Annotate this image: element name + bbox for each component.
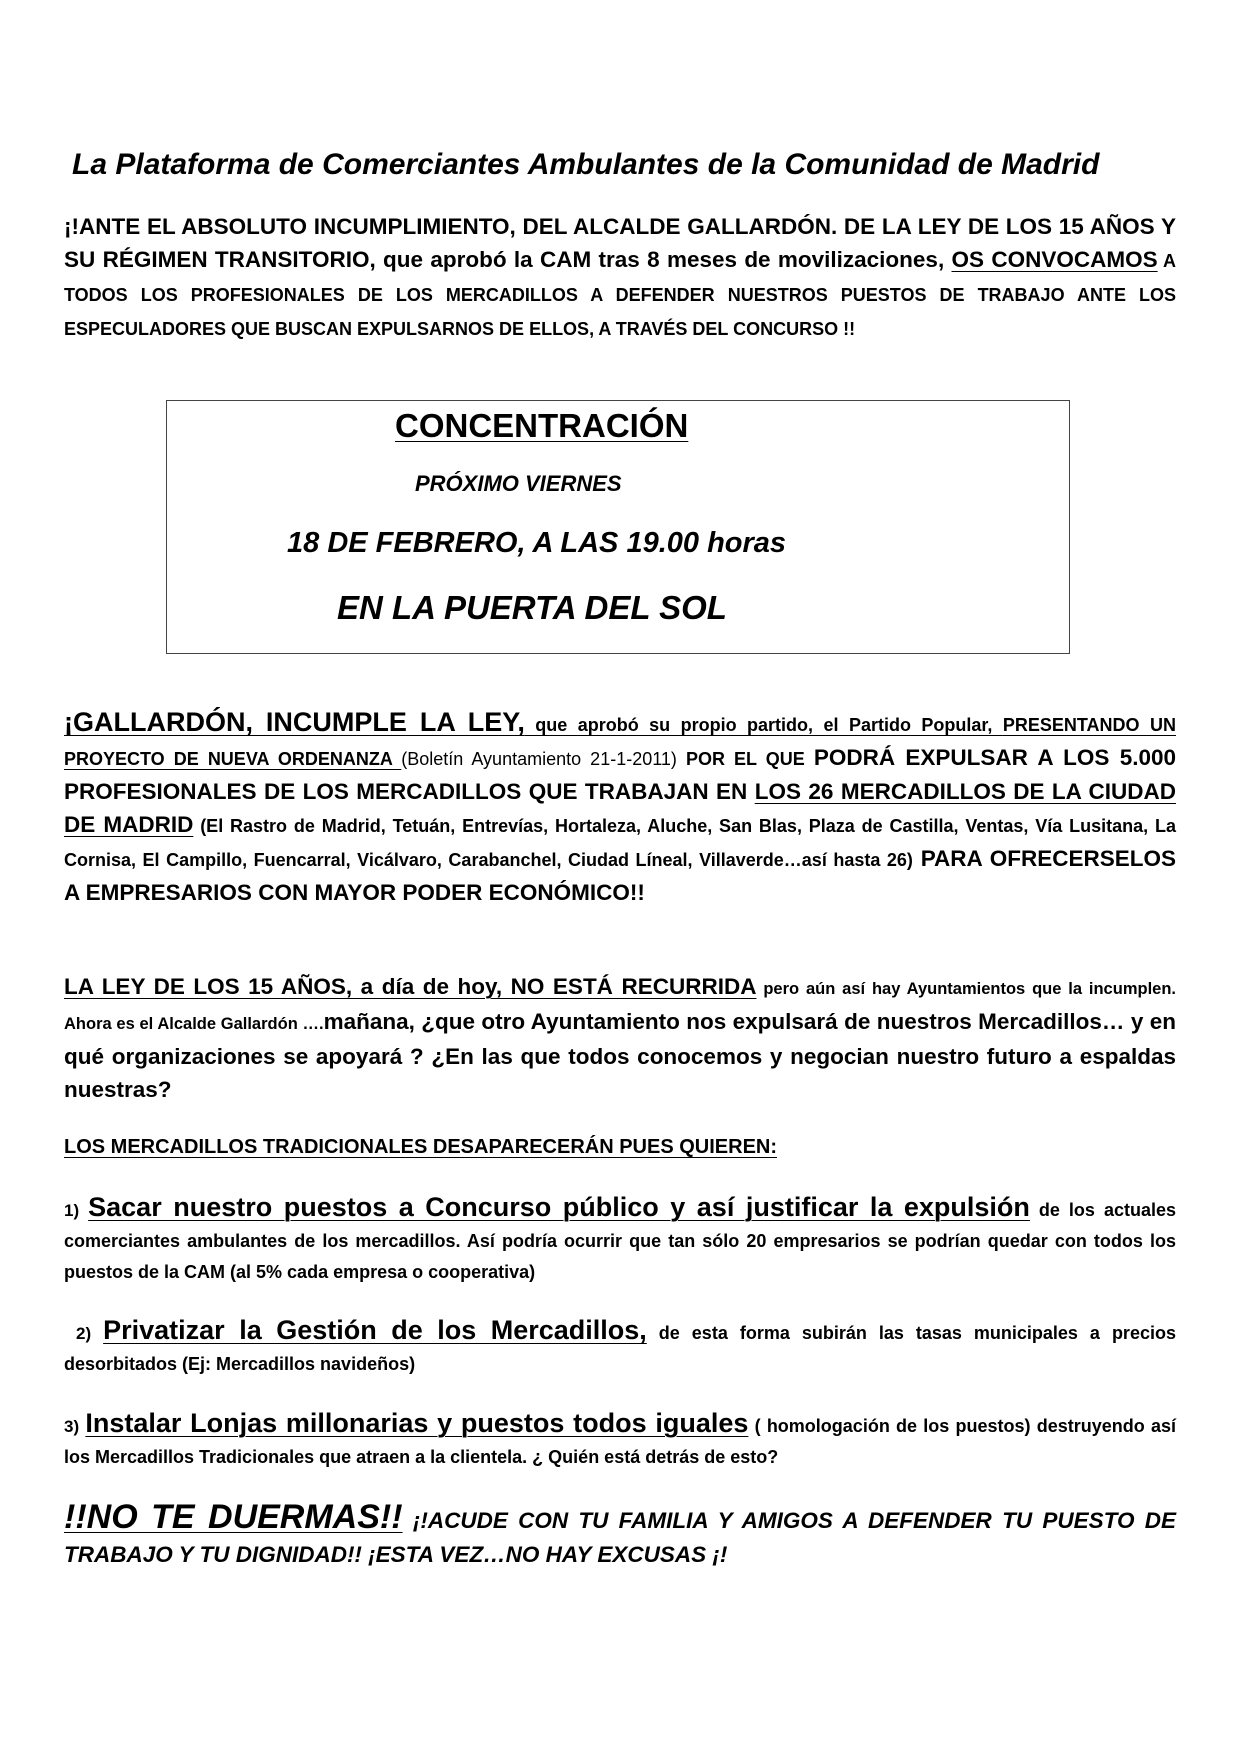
point-1-title: Sacar nuestro puestos a Concurso público y así justificar la expulsión — [88, 1192, 1030, 1222]
event-day: PRÓXIMO VIERNES — [415, 471, 622, 496]
event-title: CONCENTRACIÓN — [395, 407, 689, 444]
gallardon-headline: ¡GALLARDÓN, INCUMPLE LA LEY, — [64, 707, 525, 737]
point-2 — [64, 1315, 1176, 1380]
point-3-title: Instalar Lonjas millonarias y puestos todos iguales — [85, 1408, 749, 1438]
intro-headline: ¡!ANTE EL ABSOLUTO INCUMPLIMIENTO, DEL ALCALDE GALLARDÓN. DE LA LEY DE LOS 15 AÑOS Y SU RÉGIMEN TRANSITORIO, — [64, 214, 1176, 272]
ley-big-text: mañana, ¿que otro Ayuntamiento nos expulsará de nuestros Mercadillos… y en qué organizaciones se apoyará ? ¿En las que todos conocemos y negocian nuestro futuro a espaldas nuestras? — [64, 1009, 1176, 1102]
event-place: EN LA PUERTA DEL SOL — [337, 589, 727, 626]
boletin-reference: (Boletín Ayuntamiento 21-1-2011) — [401, 749, 677, 769]
convocamos-text: OS CONVOCAMOS — [951, 247, 1158, 272]
gallardon-proyecto-text: PRESENTANDO UN PROYECTO DE NUEVA ORDENANZA — [64, 715, 1176, 769]
point-1-number: 1) — [64, 1201, 80, 1220]
gallardon-paragraph — [64, 706, 1176, 909]
mercadillos-heading: LOS MERCADILLOS TRADICIONALES DESAPARECERÁN PUES QUIEREN: — [64, 1136, 778, 1158]
ley-small-text: pero aún así hay Ayuntamientos que la incumplen. Ahora es el Alcalde Gallardón …. — [64, 980, 1176, 1033]
point-2-text: de esta forma subirán las tasas municipales a precios desorbitados (Ej: Mercadillos navideños) — [64, 1323, 1176, 1374]
intro-cam-text: que aprobó la CAM tras 8 meses de movilizaciones, — [375, 247, 952, 272]
point-3 — [64, 1408, 1176, 1473]
gallardon-expulsar-text: PODRÁ EXPULSAR A LOS 5.000 PROFESIONALES DE LOS MERCADILLOS QUE TRABAJAN EN — [64, 745, 1176, 804]
point-2-title: Privatizar la Gestión de los Mercadillos, — [103, 1315, 647, 1345]
ley-paragraph — [64, 970, 1176, 1106]
organization-heading: La Plataforma de Comerciantes Ambulantes de la Comunidad de Madrid — [72, 148, 1100, 181]
point-1 — [64, 1192, 1176, 1288]
closing-text: ¡!ACUDE CON TU FAMILIA Y AMIGOS A DEFENDER TU PUESTO DE TRABAJO Y TU DIGNIDAD!! ¡ESTA VEZ…NO HAY EXCUSAS ¡! — [64, 1508, 1176, 1567]
event-box — [166, 400, 1070, 654]
gallardon-porel-text: POR EL QUE — [676, 749, 814, 769]
closing-call — [64, 1500, 1176, 1572]
point-3-text: ( homologación de los puestos) destruyendo así los Mercadillos Tradicionales que atraen a la clientela. ¿ Quién está detrás de esto? — [64, 1416, 1176, 1467]
intro-call-text: A TODOS LOS PROFESIONALES DE LOS MERCADILLOS A DEFENDER NUESTROS PUESTOS DE TRABAJO ANTE LOS ESPECULADORES QUE BUSCAN EXPULSARNOS DE ELLOS, A TRAVÉS DEL CONCURSO !! — [64, 251, 1176, 339]
point-1-text: de los actuales comerciantes ambulantes de los mercadillos. Así podría ocurrir que tan sólo 20 empresarios se podrían quedar con todos los puestos de la CAM (al 5% cada empresa o cooperativa) — [64, 1200, 1176, 1282]
no-te-duermas: !!NO TE DUERMAS!! — [64, 1498, 403, 1536]
point-2-number: 2) — [76, 1324, 92, 1343]
gallardon-26-mercadillos: LOS 26 MERCADILLOS DE LA CIUDAD DE MADRID — [64, 779, 1176, 837]
ley-underlined: LA LEY DE LOS 15 AÑOS, a día de hoy, NO ESTÁ RECURRIDA — [64, 974, 757, 999]
intro-paragraph — [64, 210, 1176, 345]
mercadillos-list: (El Rastro de Madrid, Tetuán, Entrevías, Hortaleza, Aluche, San Blas, Plaza de Castilla, Ventas, Vía Lusitana, La Cornisa, El Campillo, Fuencarral, Vicálvaro, Carabanchel, Ciudad Líneal, Villaverde…así hasta 26) — [64, 816, 1176, 870]
point-3-number: 3) — [64, 1417, 80, 1436]
gallardon-ofrecer-text: PARA OFRECERSELOS A EMPRESARIOS CON MAYOR PODER ECONÓMICO!! — [64, 846, 1176, 905]
gallardon-party-text: que aprobó su propio partido, el Partido Popular, — [524, 715, 1003, 735]
event-date: 18 DE FEBRERO, A LAS 19.00 horas — [287, 527, 787, 559]
